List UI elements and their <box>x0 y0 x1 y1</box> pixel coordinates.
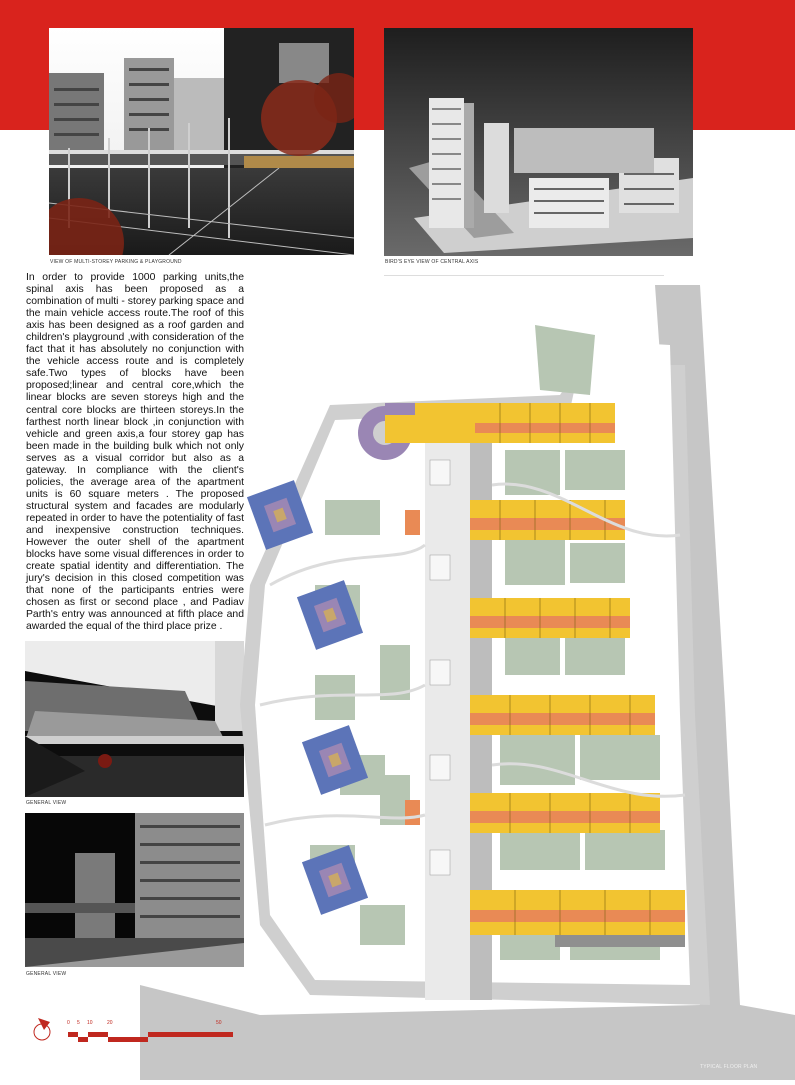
plan-label: TYPICAL FLOOR PLAN <box>700 1064 758 1070</box>
general-view-1-caption: GENERAL VIEW <box>26 800 67 806</box>
parking-playground-render <box>49 28 354 255</box>
scale-tick-label: 10 <box>87 1020 93 1026</box>
birds-eye-caption: BIRD'S EYE VIEW OF CENTRAL AXIS <box>385 259 479 265</box>
typical-floor-plan <box>140 285 795 1080</box>
parking-playground-caption: VIEW OF MULTI-STOREY PARKING & PLAYGROUND <box>50 259 182 265</box>
scale-tick-label: 5 <box>77 1020 80 1026</box>
divider-line <box>384 275 664 276</box>
project-description: In order to provide 1000 parking units,the spinal axis has been proposed as a combination of multi - storey parking space and the main vehicle access route.The roof of this axis has been designed as a roof garden and children's playground ,with consideration of the fact that it has absolutely no conjunction with the vehicle access route and is completely safe.Two types of blocks have been proposed;linear and central core,which the linear blocks are seven storeys high and the central core blocks are thirteen storeys.In the farthest north linear block ,in conjunction with vehicle and green axis,a four storey gap has been made in the building bulk which not only serves as a visual corridor but also as a gateway. In compliance with the client's policies, the average area of the apartment units is 60 square meters . The proposed structural system and facades are modularly repeated in order to have the potentiality of fast and inexpensive construction techniques. However the outer shell of the apartment blocks have some visual differences in order to create spatial identity and differentiation. The jury's decision in this closed competition was that none of the participants entries were chosen as first or second place , and Padiav Parth's entry was announced at fifth place and awarded the equal of the third place prize . <box>26 272 244 633</box>
scale-tick-label: 20 <box>107 1020 113 1026</box>
scale-tick-label: 50 <box>216 1020 222 1026</box>
scale-bar <box>28 1010 238 1050</box>
scale-tick-label: 0 <box>67 1020 70 1026</box>
general-view-2-caption: GENERAL VIEW <box>26 971 67 977</box>
birds-eye-render <box>384 28 693 256</box>
